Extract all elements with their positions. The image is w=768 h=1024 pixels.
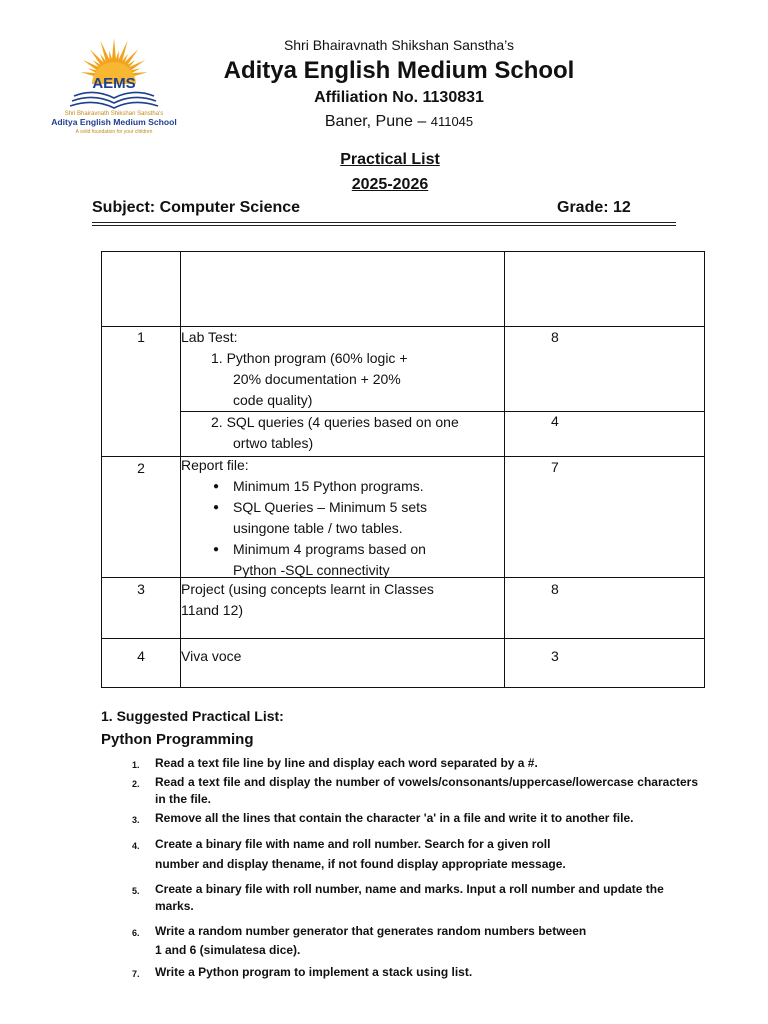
row-number: 3 — [137, 581, 145, 597]
list-item: ● Minimum 15 Python programs. — [181, 476, 501, 497]
list-item: ● Minimum 4 programs based on — [181, 539, 501, 560]
table-row — [181, 327, 501, 411]
pincode: 411045 — [430, 114, 474, 129]
table-row — [181, 455, 501, 581]
list-item: 3. Remove all the lines that contain the character 'a' in a file and write it to another file. — [128, 810, 698, 827]
component-label: Viva voce — [181, 648, 242, 664]
table-row — [181, 412, 501, 454]
table-row-divider — [102, 638, 704, 639]
bullet-icon: ● — [213, 502, 220, 513]
bullet-icon: ● — [213, 544, 220, 555]
row-number: 2 — [137, 460, 145, 476]
list-item: 4. Create a binary file with name and roll number. Search for a given roll number and display thename, if not found display appropriate message. — [132, 837, 566, 871]
list-item: ● SQL Queries – Minimum 5 sets — [181, 497, 501, 518]
grade-label: Grade: 12 — [557, 199, 631, 216]
subject-label: Subject: Computer Science — [92, 199, 301, 216]
item-number: 3. — [132, 815, 140, 825]
component-label: Project (using concepts learnt in Classes — [181, 581, 434, 597]
component-label: Lab Test: — [181, 329, 238, 345]
component-line: 11and 12) — [181, 602, 244, 618]
trust-name: Shri Bhairavnath Shikshan Sanstha’s — [283, 37, 515, 53]
item-number: 5. — [132, 886, 140, 896]
section-subheading: Python Programming — [101, 731, 254, 748]
affiliation-number: Affiliation No. 1130831 — [314, 89, 484, 106]
marks-value: 8 — [551, 329, 559, 345]
bullet-icon: ● — [213, 481, 220, 492]
logo-small-text: Shri Bhairavnath Shikshan Sanstha's — [64, 111, 164, 117]
logo-wordmark: AEMS — [92, 75, 136, 92]
row-number: 1 — [137, 329, 145, 345]
divider — [92, 222, 676, 223]
item-number: 2. — [132, 779, 140, 789]
list-item: 7. Write a Python program to implement a stack using list. — [128, 964, 698, 981]
address-text: Baner, Pune – — [324, 113, 427, 130]
table-row — [181, 579, 501, 621]
section-heading: 1. Suggested Practical List: — [101, 708, 284, 724]
marks-value: 3 — [551, 648, 559, 664]
item-number: 7. — [132, 969, 140, 979]
marks-value: 4 — [551, 413, 559, 429]
school-address — [0, 113, 768, 131]
marks-value: 7 — [551, 459, 559, 475]
list-item: usingone table / two tables. — [233, 520, 403, 536]
item-number: 1. — [132, 760, 140, 770]
practical-list — [128, 755, 698, 981]
divider — [92, 225, 676, 226]
row-number: 4 — [137, 648, 145, 664]
list-item: 1. Read a text file line by line and display each word separated by a #. — [128, 755, 698, 772]
component-line: 2. SQL queries (4 queries based on one — [211, 414, 459, 430]
component-line: code quality) — [233, 392, 313, 408]
list-item: 6. Write a random number generator that generates random numbers between 1 and 6 (simulatesa dice). — [132, 924, 587, 957]
list-item: 2. Read a text file and display the number of vowels/consonants/uppercase/lowercase characters in the file. — [132, 775, 698, 806]
logo-school-name: Aditya English Medium School — [51, 117, 177, 127]
list-item: Python -SQL connectivity — [233, 562, 390, 578]
component-line: 20% documentation + 20% — [233, 371, 401, 387]
component-line: ortwo tables) — [233, 435, 314, 451]
item-number: 4. — [132, 841, 140, 851]
marks-value: 8 — [551, 581, 559, 597]
logo-tagline: A solid foundation for your children — [75, 129, 153, 135]
school-name: Aditya English Medium School — [223, 57, 575, 84]
component-label: Report file: — [181, 457, 249, 473]
item-number: 6. — [132, 928, 140, 938]
page-title: Practical List — [340, 151, 440, 168]
marks-table — [101, 251, 705, 688]
list-item: 5. Create a binary file with roll number, name and marks. Input a roll number and update the marks. — [132, 882, 664, 913]
component-line: 1. Python program (60% logic + — [211, 350, 408, 366]
academic-year: 2025-2026 — [351, 176, 429, 193]
